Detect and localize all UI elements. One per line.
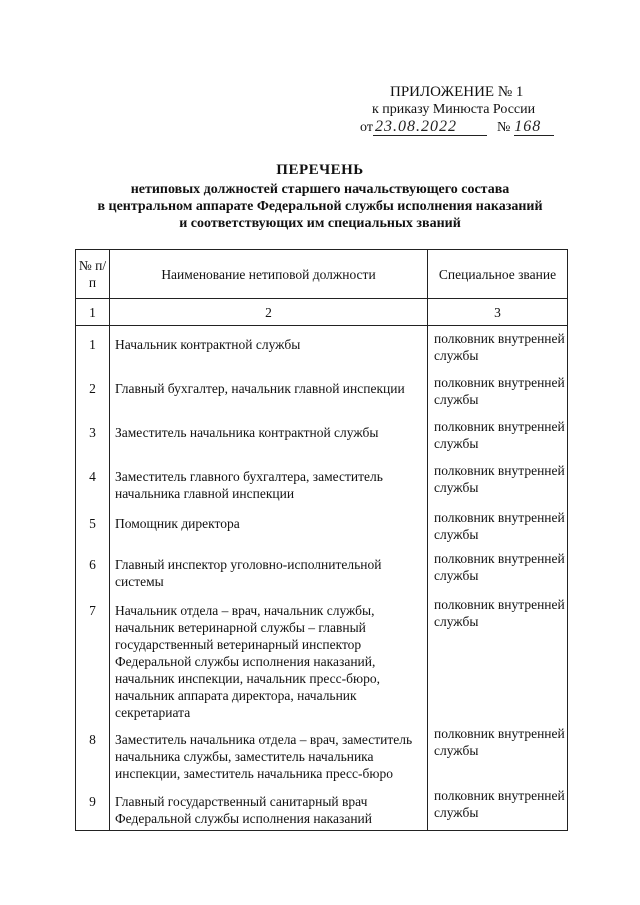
header-number: № п/п — [76, 250, 110, 299]
appendix-title: ПРИЛОЖЕНИЕ № 1 — [390, 84, 524, 100]
table-header-row — [76, 250, 568, 299]
header-position-name: Наименование нетиповой должности — [110, 250, 428, 299]
special-rank: полковник внутренней службы — [428, 414, 568, 458]
special-rank: полковник внутренней службы — [428, 592, 568, 721]
row-number: 6 — [76, 546, 110, 592]
column-number: 3 — [428, 299, 568, 326]
special-rank: полковник внутренней службы — [428, 370, 568, 414]
table-row — [76, 592, 568, 721]
appendix-block — [360, 84, 620, 136]
position-name: Заместитель главного бухгалтера, заместитель начальника главной инспекции — [110, 458, 428, 505]
positions-table — [75, 249, 568, 831]
document-heading — [40, 162, 600, 232]
position-name: Главный инспектор уголовно-исполнительной системы — [110, 546, 428, 592]
row-number: 4 — [76, 458, 110, 505]
special-rank: полковник внутренней службы — [428, 326, 568, 370]
column-number-row — [76, 299, 568, 326]
row-number: 7 — [76, 592, 110, 721]
special-rank: полковник внутренней службы — [428, 458, 568, 505]
table-row — [76, 326, 568, 370]
row-number: 8 — [76, 721, 110, 783]
position-name: Заместитель начальника контрактной службы — [110, 414, 428, 458]
position-name: Помощник директора — [110, 505, 428, 546]
header-special-rank: Специальное звание — [428, 250, 568, 299]
table-body — [76, 326, 568, 831]
heading-line-3: в центральном аппарате Федеральной службы исполнения наказаний — [97, 199, 543, 214]
appendix-reference: к приказу Минюста России — [372, 102, 536, 117]
row-number: 1 — [76, 326, 110, 370]
special-rank: полковник внутренней службы — [428, 546, 568, 592]
table-row — [76, 783, 568, 831]
table-row — [76, 546, 568, 592]
row-number: 3 — [76, 414, 110, 458]
row-number: 9 — [76, 783, 110, 831]
handwritten-number: 168 — [514, 118, 554, 136]
appendix-date-number-line — [360, 118, 620, 136]
row-number: 2 — [76, 370, 110, 414]
position-name: Заместитель начальника отдела – врач, заместитель начальника службы, заместитель начальника инспекции, заместитель начальника пресс-бюро — [110, 721, 428, 783]
table-row — [76, 414, 568, 458]
position-name: Начальник контрактной службы — [110, 326, 428, 370]
table-row — [76, 505, 568, 546]
table-row — [76, 458, 568, 505]
table-row — [76, 721, 568, 783]
special-rank: полковник внутренней службы — [428, 721, 568, 783]
special-rank: полковник внутренней службы — [428, 783, 568, 831]
position-name: Главный государственный санитарный врач Федеральной службы исполнения наказаний — [110, 783, 428, 831]
position-name: Начальник отдела – врач, начальник службы, начальник ветеринарной службы – главный государственный ветеринарный инспектор Федеральной службы исполнения наказаний, начальник инспекции, начальник пресс-бюро, начальник аппарата директора, начальник секретариата — [110, 592, 428, 721]
row-number: 5 — [76, 505, 110, 546]
from-label: от — [360, 120, 373, 135]
special-rank: полковник внутренней службы — [428, 505, 568, 546]
column-number: 1 — [76, 299, 110, 326]
handwritten-date: 23.08.2022 — [373, 118, 487, 136]
heading-title: ПЕРЕЧЕНЬ — [276, 162, 364, 178]
heading-line-4: и соответствующих им специальных званий — [179, 216, 461, 231]
column-number: 2 — [110, 299, 428, 326]
position-name: Главный бухгалтер, начальник главной инспекции — [110, 370, 428, 414]
number-label: № — [496, 120, 511, 135]
heading-line-2: нетиповых должностей старшего начальствующего состава — [130, 182, 510, 197]
table-row — [76, 370, 568, 414]
